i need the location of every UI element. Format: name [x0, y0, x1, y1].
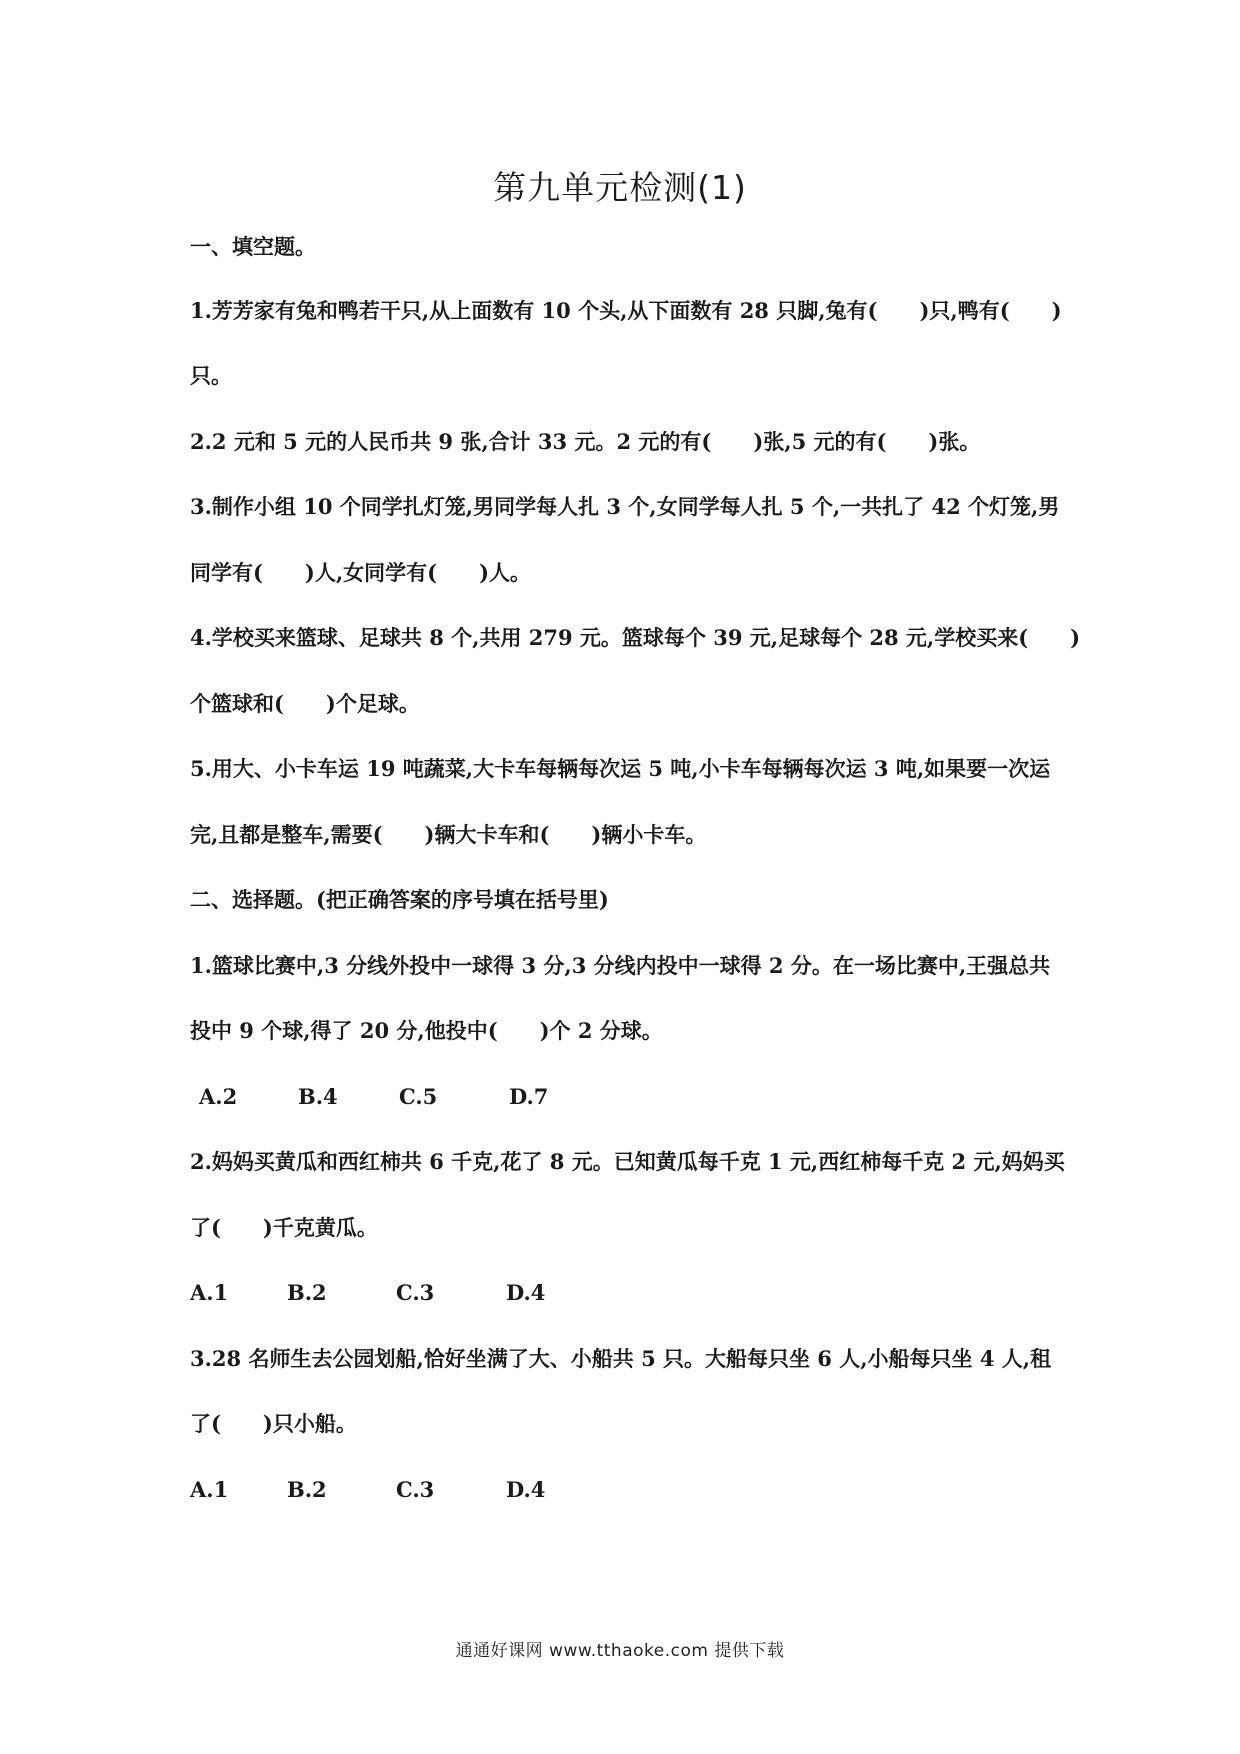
fill-q3-line1: 3.制作小组 10 个同学扎灯笼,男同学每人扎 3 个,女同学每人扎 5 个,一共扎了 42 个灯笼,男 [190, 494, 1060, 519]
choice-q3-option-c: C.3 [396, 1477, 435, 1502]
choice-q2-line1: 2.妈妈买黄瓜和西红柿共 6 千克,花了 8 元。已知黄瓜每千克 1 元,西红柿每千克 2 元,妈妈买 [190, 1149, 1065, 1174]
choice-q3-option-a: A.1 [190, 1477, 229, 1502]
section-heading-fill-blank: 一、填空题。 [190, 234, 316, 259]
choice-q1-option-b: B.4 [298, 1084, 338, 1109]
fill-q1-line1: 1.芳芳家有兔和鸭若干只,从上面数有 10 个头,从下面数有 28 只脚,兔有( )只,鸭有( ) [190, 298, 1062, 323]
fill-q2-line1: 2.2 元和 5 元的人民币共 9 张,合计 33 元。2 元的有( )张,5 元的有( )张。 [190, 429, 981, 454]
fill-q4-line1: 4.学校买来篮球、足球共 8 个,共用 279 元。篮球每个 39 元,足球每个 28 元,学校买来( ) [190, 625, 1081, 650]
choice-q3-option-d: D.4 [506, 1477, 546, 1502]
fill-q3-line2: 同学有( )人,女同学有( )人。 [190, 560, 532, 585]
choice-q1-option-d: D.7 [509, 1084, 549, 1109]
fill-q5-line1: 5.用大、小卡车运 19 吨蔬菜,大卡车每辆每次运 5 吨,小卡车每辆每次运 3 吨,如果要一次运 [190, 756, 1051, 781]
choice-q1-line2: 投中 9 个球,得了 20 分,他投中( )个 2 分球。 [190, 1018, 663, 1043]
choice-q1-option-c: C.5 [399, 1084, 438, 1109]
fill-q4-line2: 个篮球和( )个足球。 [190, 691, 420, 716]
choice-q2-option-b: B.2 [287, 1280, 327, 1305]
section-heading-multiple-choice: 二、选择题。(把正确答案的序号填在括号里) [190, 887, 609, 912]
choice-q2-option-a: A.1 [190, 1280, 229, 1305]
fill-q1-line2: 只。 [190, 363, 232, 388]
choice-q3-option-b: B.2 [287, 1477, 327, 1502]
choice-q1-line1: 1.篮球比赛中,3 分线外投中一球得 3 分,3 分线内投中一球得 2 分。在一场比赛中,王强总共 [190, 953, 1051, 978]
choice-q3-line2: 了( )只小船。 [190, 1411, 357, 1436]
choice-q3-line1: 3.28 名师生去公园划船,恰好坐满了大、小船共 5 只。大船每只坐 6 人,小船每只坐 4 人,租 [190, 1346, 1052, 1371]
choice-q1-option-a: A.2 [199, 1084, 238, 1109]
fill-q5-line2: 完,且都是整车,需要( )辆大卡车和( )辆小卡车。 [190, 822, 707, 847]
choice-q2-option-c: C.3 [396, 1280, 435, 1305]
choice-q2-option-d: D.4 [506, 1280, 546, 1305]
choice-q2-line2: 了( )千克黄瓜。 [190, 1215, 378, 1240]
footer-source-credit: 通通好课网 www.tthaoke.com 提供下载 [455, 1641, 785, 1661]
page-title: 第九单元检测(1) [493, 168, 747, 207]
